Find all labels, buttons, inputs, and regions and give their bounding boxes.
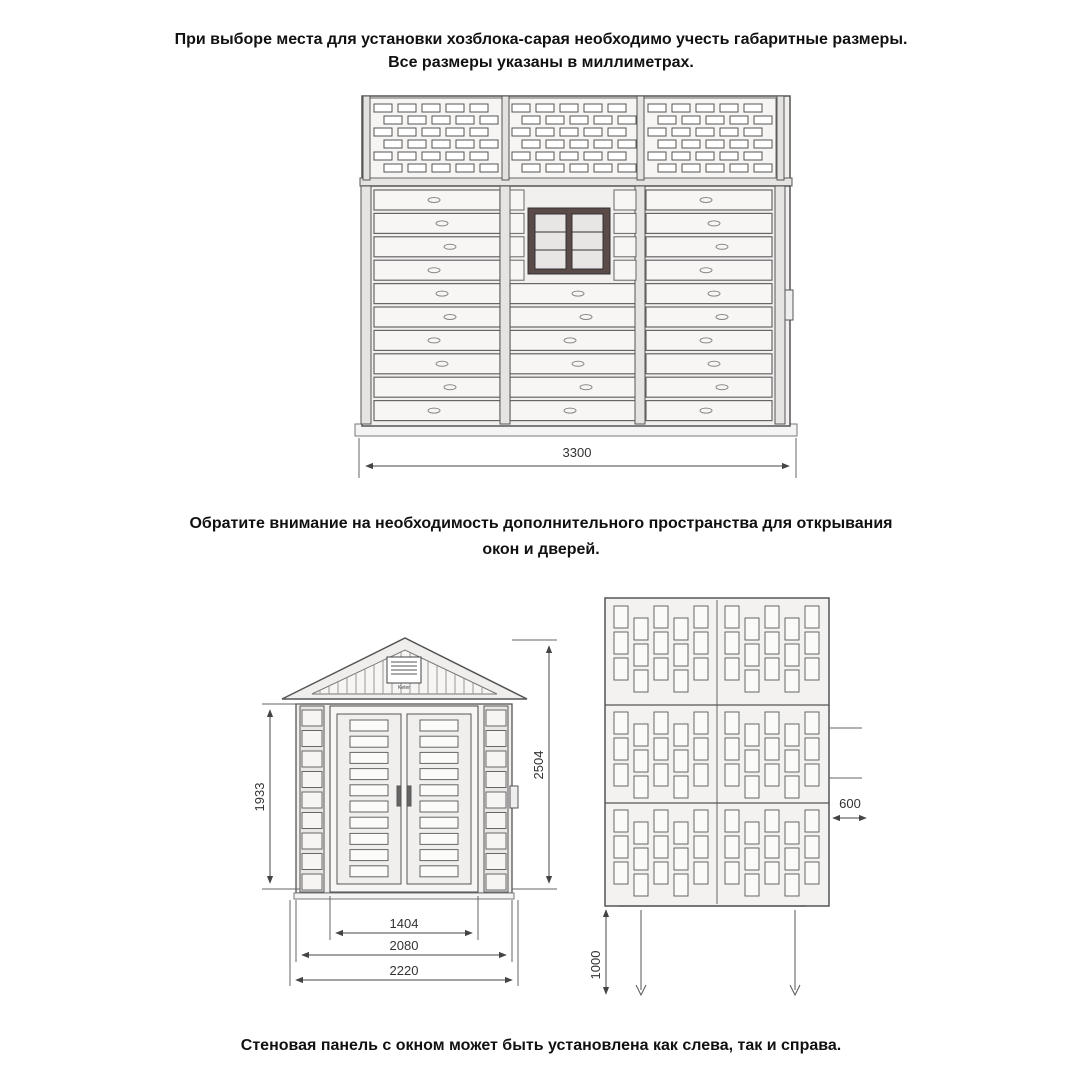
- front-side-handle: [785, 290, 793, 320]
- window-clearance-label: 600: [839, 796, 861, 811]
- top-view: [605, 598, 866, 995]
- door-clearance-label: 1000: [588, 950, 603, 980]
- caption-middle-line2: окон и дверей.: [482, 541, 600, 558]
- side-latch: [510, 786, 518, 808]
- front-width-label: 3300: [562, 445, 592, 460]
- total-width-label: 2220: [389, 963, 419, 978]
- total-height-label: 2504: [531, 750, 546, 780]
- front-view: [355, 96, 797, 478]
- caption-top-line1: При выборе места для установки хозблока-сарая необходимо учесть габаритные размеры.: [174, 31, 908, 48]
- right-door-handle: [407, 786, 411, 806]
- caption-middle-line1: Обратите внимание на необходимость дополнительного пространства для открывания: [189, 515, 893, 532]
- door-width-label: 1404: [389, 916, 419, 931]
- left-door-handle: [397, 786, 401, 806]
- side-base: [294, 893, 514, 899]
- inner-width-label: 2080: [389, 938, 419, 953]
- vent-logo-text: Keter: [398, 685, 410, 691]
- front-roof-bricks: [363, 96, 784, 180]
- wall-height-label: 1933: [252, 782, 267, 812]
- caption-top-line2: Все размеры указаны в миллиметрах.: [388, 54, 694, 71]
- front-roof-eave: [360, 178, 792, 186]
- caption-bottom: Стеновая панель с окном может быть установлена как слева, так и справа.: [240, 1037, 842, 1054]
- front-window: [528, 208, 610, 274]
